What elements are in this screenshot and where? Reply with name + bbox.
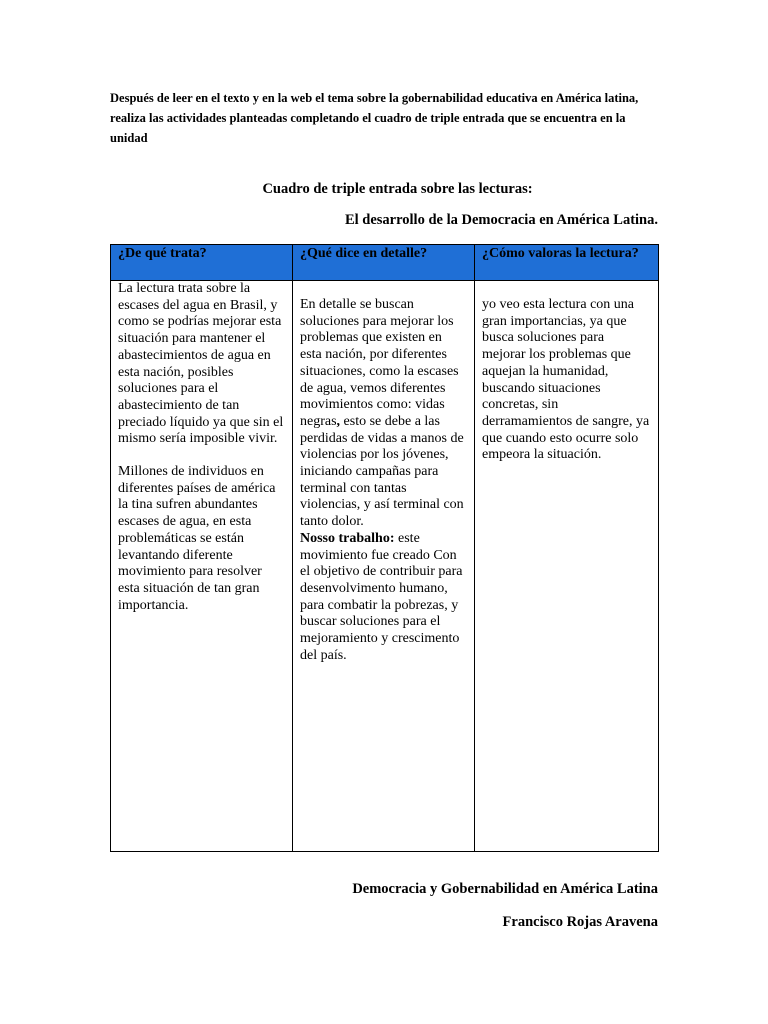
cell-de-que-trata xyxy=(111,281,293,852)
cell-como-valoras xyxy=(475,281,659,852)
table-title: Cuadro de triple entrada sobre las lecturas: xyxy=(262,181,533,197)
cell-que-dice-en-detalle xyxy=(293,281,475,852)
header-que-dice-en-detalle: ¿Qué dice en detalle? xyxy=(293,245,475,281)
summary-paragraph-2: Millones de individuos en diferentes países de américa la tina sufren abundantes escases de agua, en esta problemáticas se están levantando diferente movimiento para resolver esta situación de tan gran importancia. xyxy=(118,464,276,613)
table-subtitle: El desarrollo de la Democracia en América Latina. xyxy=(344,212,658,228)
detail-text-a: En detalle se buscan soluciones para mejorar los problemas que existen en esta nación, por diferentes situaciones, como la escases de agua, vemos diferentes movimientos como: vidas negras xyxy=(300,297,459,429)
triple-entry-table xyxy=(110,244,659,852)
instructions-paragraph: Después de leer en el texto y en la web el tema sobre la gobernabilidad educativa en América latina, realiza las actividades planteadas completando el cuadro de triple entrada que se encuentra en la unidad xyxy=(110,91,639,145)
detail-text-b: esto se debe a las perdidas de vidas a manos de violencias por los jóvenes, iniciando campañas para terminal con tantas violencias, y así terminal con tanto dolor. xyxy=(300,413,464,530)
detail-text-c: este movimiento fue creado Con el objetivo de contribuir para desenvolvimento humano, para combatir la pobrezas, y buscar soluciones para el mejoramiento y crescimento del país. xyxy=(300,530,463,663)
detail-bold-label: Nosso trabalho: xyxy=(300,530,395,546)
table-row xyxy=(111,281,659,852)
valuation-paragraph: yo veo esta lectura con una gran importancias, ya que busca soluciones para mejorar los problemas que aquejan la humanidad, buscando situaciones concretas, sin derramamientos de sangre, ya que cuando esto ocurre solo empeora la situación. xyxy=(482,297,650,463)
source-author: Francisco Rojas Aravena xyxy=(502,914,658,930)
summary-paragraph-1: La lectura trata sobre la escases del agua en Brasil, y como se podrías mejorar esta situación para mantener el abastecimientos de agua en esta nación, posibles soluciones para el abastecimiento de tan preciado líquido ya que sin el mismo sería imposible vivir. xyxy=(118,281,284,447)
detail-paragraph xyxy=(300,297,467,664)
header-de-que-trata: ¿De qué trata? xyxy=(111,245,293,281)
source-title: Democracia y Gobernabilidad en América Latina xyxy=(352,881,658,897)
detail-comma: , xyxy=(336,413,341,429)
table-header-row xyxy=(111,245,659,281)
header-como-valoras: ¿Cómo valoras la lectura? xyxy=(475,245,659,281)
